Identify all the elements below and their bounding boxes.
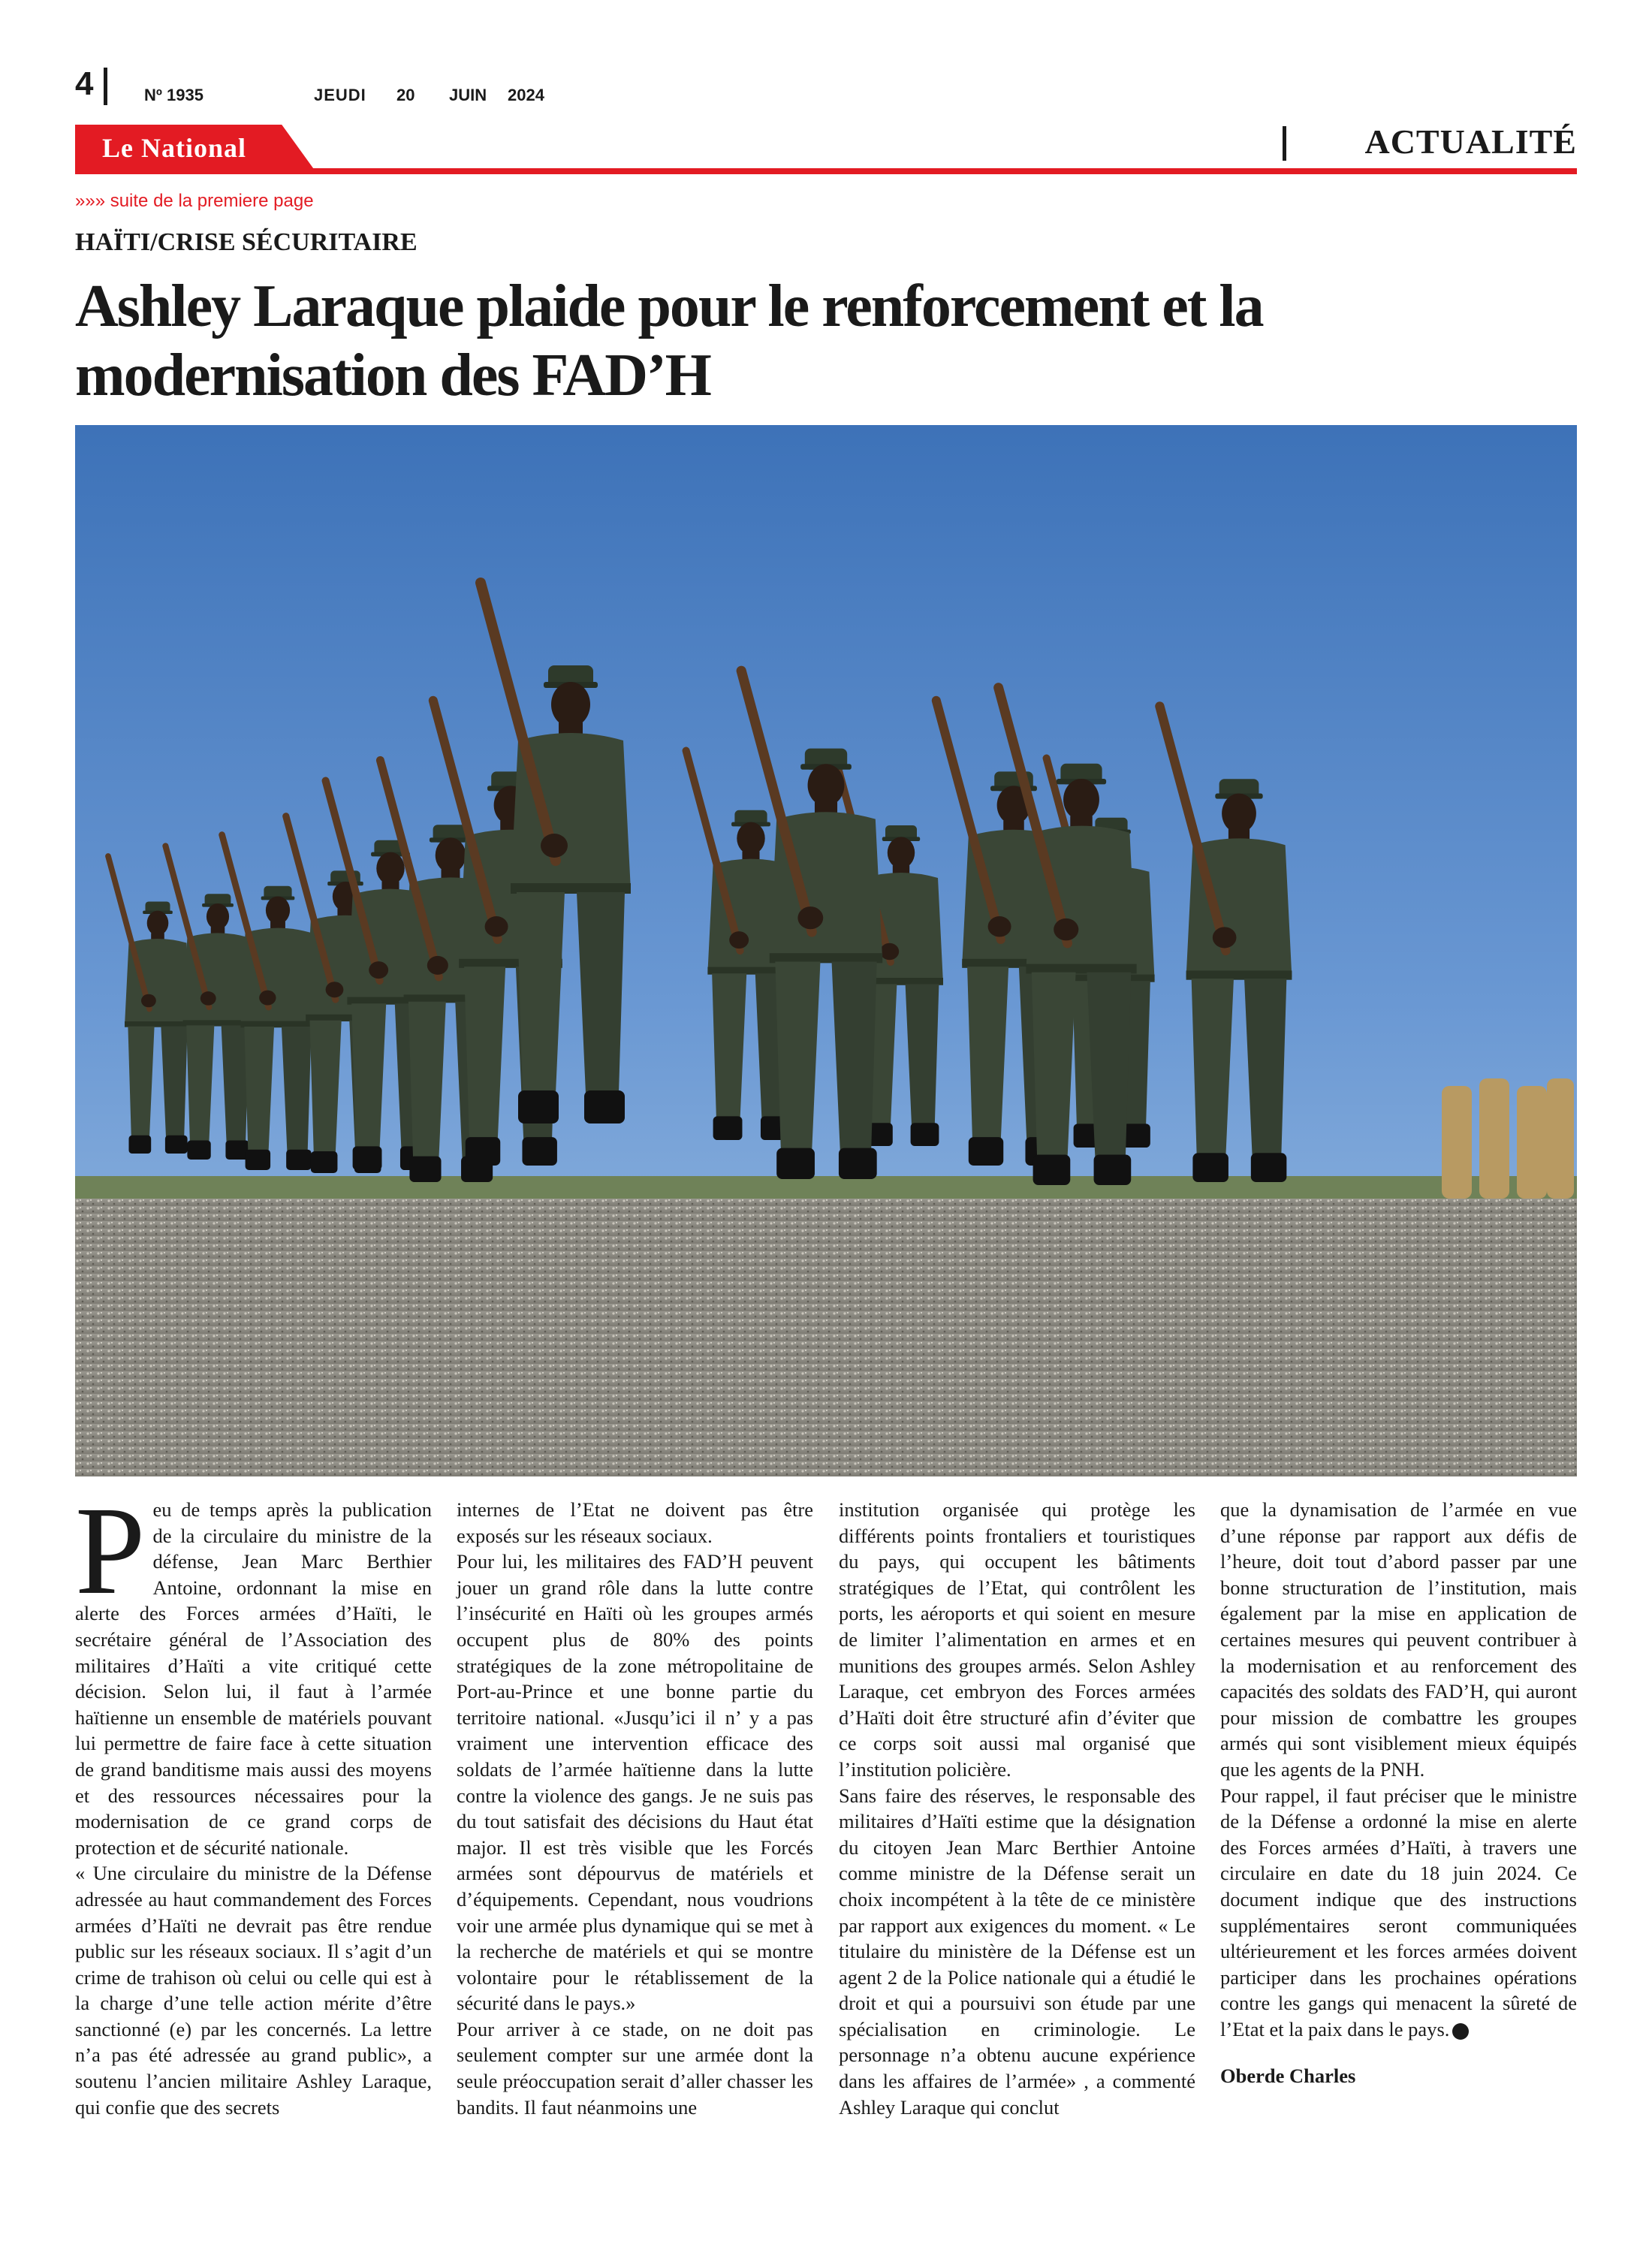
article-paragraph: Pour lui, les militaires des FAD’H peuvent jouer un grand rôle dans la lutte contre l’insécurité en Haïti où les groupes armés occupent plus de 80% des points stratégiques de la zone métropolitaine de Port-au-Prince et une bonne partie du territoire national. «Jusqu’ici il n’ y a pas vraiment une intervention efficace des soldats de l’armée haïtienne dans la lutte contre la violence des gangs. Je ne suis pas du tout satisfait des décisions du Haut état major. Il est très visible que les Forcés armées sont dépourvus de matériels et d’équipements. Cependant, nous voudrions voir une armée plus dynamique qui se met à la recherche de matériels et qui se montre volontaire pour le rétablissement de la sécurité dans le pays.» [457, 1550, 813, 2015]
article-kicker: HAÏTI/CRISE SÉCURITAIRE [75, 228, 418, 256]
article-column-2 [457, 1497, 813, 2120]
header-rule [75, 168, 1577, 174]
article-paragraph: Pour arriver à ce stade, on ne doit pas seulement compter sur une armée dont la seule préoccupation serait d’aller chasser les bandits. Il faut néanmoins une [457, 2017, 813, 2119]
soldiers-parade-photo [75, 425, 1577, 1476]
page-number-divider [104, 68, 107, 105]
end-of-article-icon [1452, 2023, 1469, 2040]
article-paragraph: Sans faire des réserves, le responsable des militaires d’Haïti estime que la désignation du citoyen Jean Marc Berthier Antoine comme ministre de la Défense serait un choix incompétent à la tête de ce ministère par rapport aux exigences du moment. « Le titulaire du ministère de la Défense est un agent 2 de la Police nationale qui a étudié le droit et qui a poursuivi son étude par une spécialisation en criminologie. Le personnage n’a obtenu aucune expérience dans les affaires de l’armée» , a commenté Ashley Laraque qui conclut [839, 1784, 1195, 2119]
issue-date: 20 [396, 86, 415, 104]
article-paragraph: Peu de temps après la publication de la circulaire du ministre de la défense, Jean Marc Berthier Antoine, ordonnant la mise en alerte des Forces armées d’Haïti, le secrétaire général de l’Association des militaires d’Haïti a vite critiqué cette décision. Selon lui, il faut à l’armée haïtienne un ensemble de matériels pouvant lui permettre de faire face à cette situation de grand banditisme mais aussi des moyens et des ressources nécessaires pour la modernisation de ce grand corps de protection et de sécurité nationale. [75, 1481, 432, 1859]
issue-year: 2024 [508, 86, 544, 104]
article-headline: Ashley Laraque plaide pour le renforcement et la modernisation des FAD’H [75, 273, 1263, 409]
article-paragraph: internes de l’Etat ne doivent pas être exposés sur les réseaux sociaux. [457, 1498, 813, 1547]
article-column-4 [1220, 1497, 1577, 2089]
issue-number: Nº 1935 [144, 86, 203, 104]
article-paragraph: Pour rappel, il faut préciser que le ministre de la Défense a ordonné la mise en alerte des Forces armées d’Haïti, à travers une circulaire en date du 18 juin 2024. Ce document indique que des instructions supplémentaires seront communiquées ultérieurement et les forces armées doivent participer dans les prochaines opérations contre les gangs qui menacent la sûreté de l’Etat et la paix dans le pays. [1220, 1784, 1577, 2040]
page-number: 4 [75, 65, 94, 102]
continued-note: »»» suite de la premiere page [75, 191, 314, 211]
issue-day: JEUDI [314, 86, 366, 104]
drop-cap: P [75, 1481, 146, 1621]
masthead-logo: Le National [102, 133, 247, 163]
section-label: ACTUALITÉ [1364, 122, 1577, 161]
issue-month: JUIN [449, 86, 487, 104]
article-byline: Oberde Charles [1220, 2064, 1356, 2088]
article-column-1 [75, 1481, 432, 2120]
article-paragraph: que la dynamisation de l’armée en vue d’une réponse par rapport aux défis de l’heure, doit tout d’abord passer par une bonne structuration de l’institution, mais également par la mise en application de certaines mesures qui peuvent contribuer à la modernisation et au renforcement des capacités des soldats des FAD’H, qui auront pour mission de combattre les groupes armés qui sont visiblement mieux équipés que les agents de la PNH. [1220, 1498, 1577, 1781]
article-column-3 [839, 1497, 1195, 2120]
article-paragraph: institution organisée qui protège les différents points frontaliers et touristiques du pays, qui occupent les bâtiments stratégiques de l’Etat, qui contrôlent les ports, les aéroports et qui soient en mesure de limiter l’alimentation en armes et en munitions des groupes armés. Selon Ashley Laraque, cet embryon des Forces armées d’Haïti doit être structuré afin d’éviter que ce corps soit aussi mal organisé que l’institution policière. [839, 1498, 1195, 1781]
section-divider [1283, 126, 1286, 161]
article-paragraph: « Une circulaire du ministre de la Défense adressée au haut commandement des Forces armées d’Haïti ne devrait pas être rendue public sur les réseaux sociaux. Il s’agit d’un crime de trahison où celui ou celle qui est à la charge d’une telle action mérite d’être sanctionné (e) par les concernés. La lettre n’a pas été adressée au grand public», a soutenu l’ancien militaire Ashley Laraque, qui confie que des secrets [75, 1862, 432, 2119]
